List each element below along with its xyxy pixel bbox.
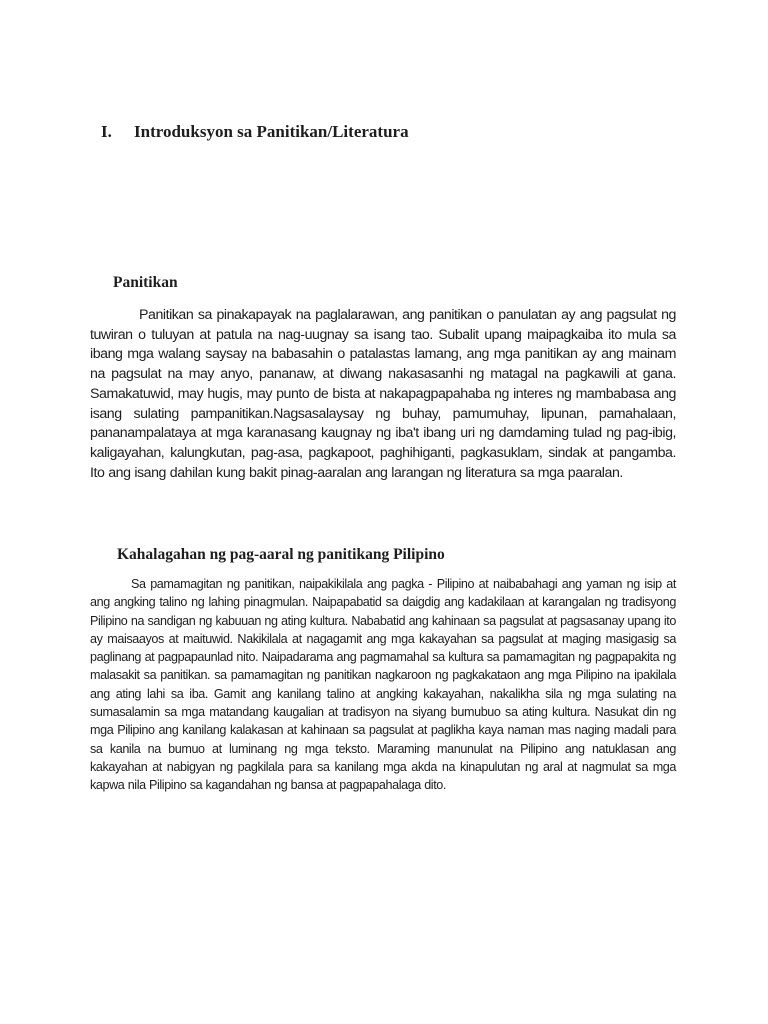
section-title: Introduksyon sa Panitikan/Literatura [134, 122, 409, 141]
section-number: I. [101, 122, 112, 141]
subsection-heading-kahalagahan: Kahalagahan ng pag-aaral ng panitikang Pilipino [117, 546, 445, 563]
paragraph-panitikan: Panitikan sa pinakapayak na paglalarawan, ang panitikan o panulatan ay ang pagsulat ng tuwiran o tuluyan at patula na nag-uugnay sa isang tao. Subalit upang maipagkaiba ito mula sa ibang mga walang saysay na babasahin o patalastas lamang, ang mga panitikan ay ang mainam na pagsulat na may anyo, pananaw, at diwang nakasasanhi ng matagal na pagkawili at gana. Samakatuwid, may hugis, may punto de bista at nakapagpapahaba ng interes ng mambabasa ang isang sulating pampanitikan.Nagsasalaysay ng buhay, pamumuhay, lipunan, pamahalaan, pananampalataya at mga karanasang kaugnay ng iba't ibang uri ng damdaming tulad ng pag-ibig, kaligayahan, kalungkutan, pag-asa, pagkapoot, paghihiganti, pagkasuklam, sindak at pangamba. Ito ang isang dahilan kung bakit pinag-aaralan ang larangan ng literatura sa mga paaralan. [90, 307, 676, 481]
paragraph-kahalagahan: Sa pamamagitan ng panitikan, naipakikilala ang pagka - Pilipino at naibabahagi ang yaman ng isip at ang angking talino ng lahing pinagmulan. Naipapabatid sa daigdig ang kadakilaan at karangalan ng tradisyong Pilipino na sandigan ng kabuuan ng ating kultura. Nababatid ang kahinaan sa pagsulat at pagsasanay upang ito ay maisaayos at maituwid. Nakikilala at nagagamit ang mga kakayahan sa pagsulat at maging masigasig sa paglinang at pagpapaunlad nito. Naipadarama ang pagmamahal sa kultura sa pamamagitan ng pagpapakita ng malasakit sa panitikan. sa pamamagitan ng panitikan nagkaroon ng pagkakataon ang mga Pilipino na ipakilala ang ating lahi sa iba. Gamit ang kanilang talino at angking kakayahan, nakalikha sila ng mga sulating na sumasalamin sa mga matandang kaugalian at tradisyon na siyang bumubuo sa ating kultura. Nasukat din ng mga Pilipino ang kanilang kalakasan at kahinaan sa pagsulat at paglikha kaya naman mas naging madali para sa kanila na bumuo at luminang ng mga teksto. Maraming manunulat na Pilipino ang natuklasan ang kakayahan at nabigyan ng pagkilala para sa kanilang mga akda na kinapulutan ng aral at nagmulat sa mga kapwa nila Pilipino sa kagandahan ng bansa at pagpapahalaga dito. [90, 577, 676, 793]
section-heading [101, 122, 409, 142]
subsection-heading-panitikan: Panitikan [113, 274, 178, 291]
